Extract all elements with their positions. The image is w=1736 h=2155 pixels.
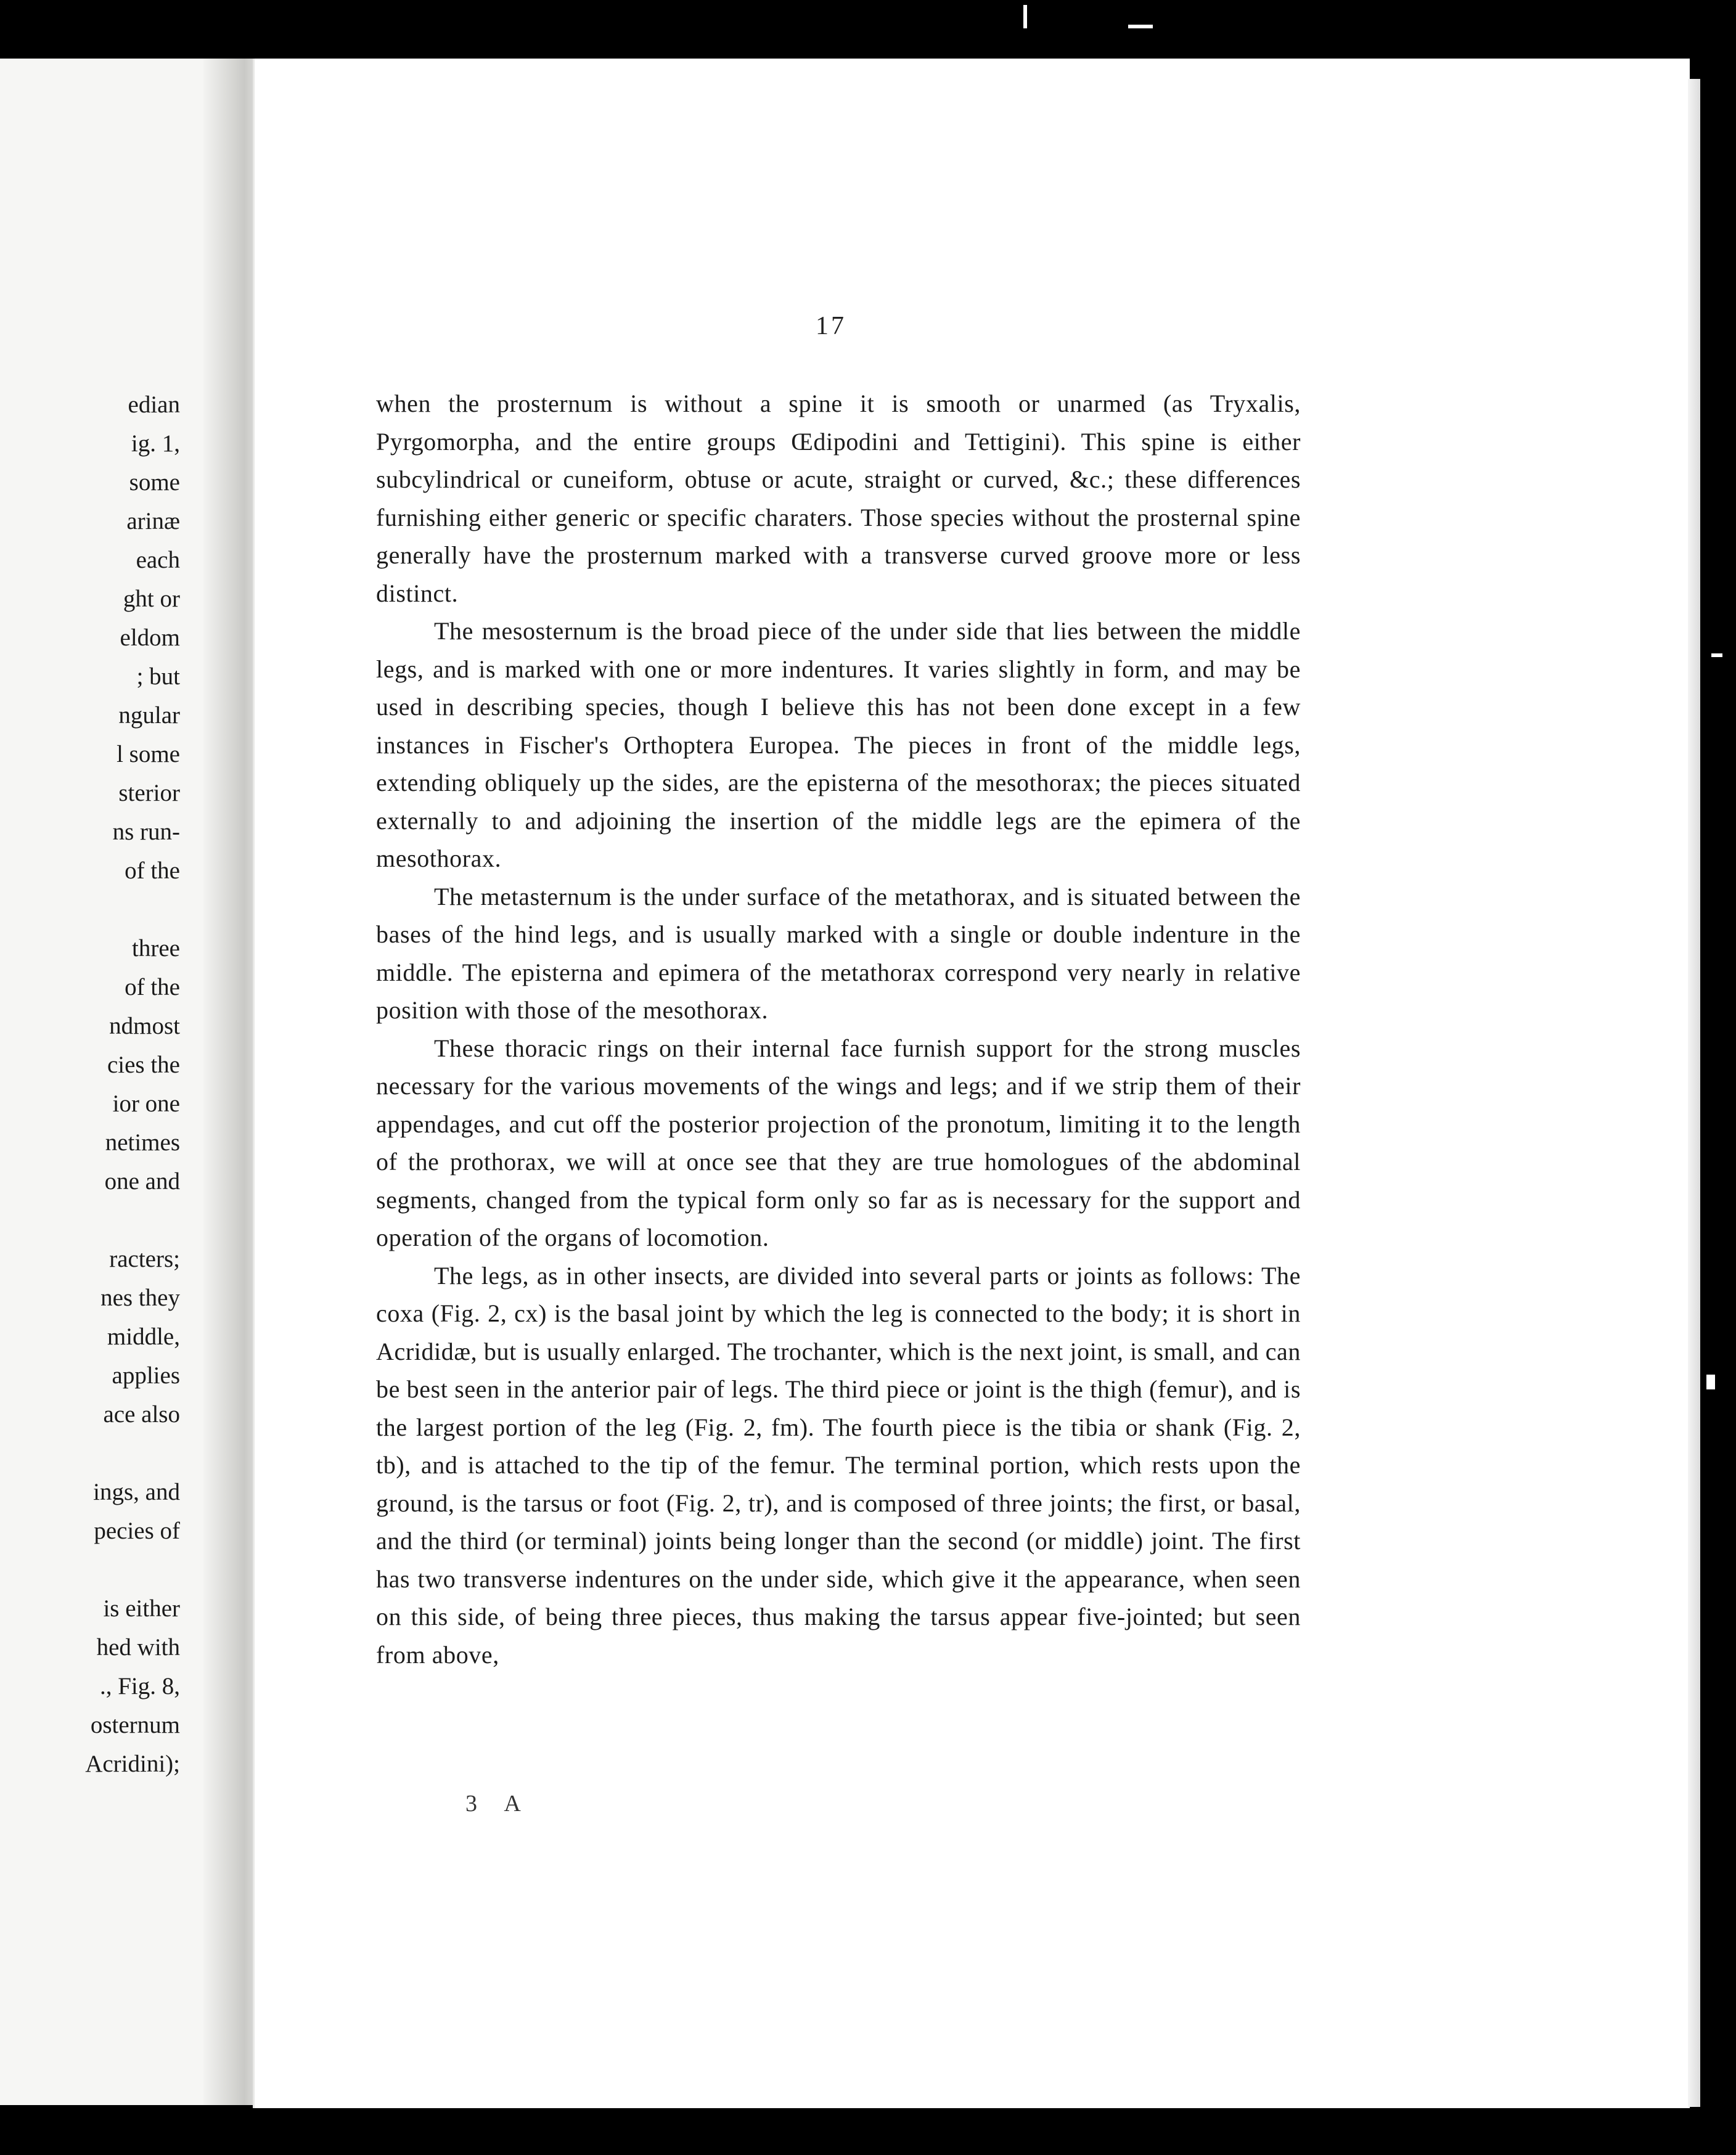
paragraph: The legs, as in other insects, are divided into several parts or joints as follows: The coxa (Fig. 2, cx) is the basal joint by which the leg is connected to the body; it is short in Acrididæ, but is usually enlarged. The trochanter, which is the next joint, is small, and can be best seen in the anterior pair of legs. The third piece or joint is the thigh (femur), and is the largest portion of the leg (Fig. 2, fm). The fourth piece is the tibia or shank (Fig. 2, tb), and is attached to the tip of the femur. The terminal portion, which rests upon the ground, is the tarsus or foot (Fig. 2, tr), and is composed of three joints; the first, or basal, and the third (or terminal) joints being longer than the second (or middle) joint. The first has two transverse indentures on the under side, which give it the appearance, when seen on this side, of being three pieces, thus making the tarsus appear five-jointed; but seen from above,	[376, 1261, 1301, 1669]
paragraph: These thoracic rings on their internal face furnish support for the strong muscles necessary for the various movements of the wings and legs; and if we strip them of their appendages, and cut off the posterior projection of the pronotum, limiting it to the length of the prothorax, we will at once see that they are true homologues of the abdominal segments, changed from the typical form only so far as is necessary for the support and operation of the organs of locomotion.	[376, 1034, 1301, 1251]
left-page-fragment: ; but	[136, 663, 180, 690]
left-page-fragment: Acridini);	[85, 1751, 180, 1777]
left-page-fragment: of the	[125, 974, 180, 1000]
paragraph: when the prosternum is without a spine it is smooth or unarmed (as Tryxalis, Pyrgomorpha, and the entire groups Œdipodini and Tettigini). This spine is either subcylindrical or cuneiform, obtuse or acute, straight or curved, &c.; these differences furnishing either generic or specific charaters. Those species without the prosternal spine generally have the prosternum marked with a transverse curved groove more or less distinct.	[376, 390, 1301, 607]
left-page-fragment: some	[129, 469, 180, 496]
left-page-fragment: middle,	[107, 1323, 180, 1350]
right-page-edge	[1688, 79, 1700, 2107]
left-page-fragment: three	[132, 935, 180, 962]
left-page-fragment: racters;	[109, 1246, 180, 1272]
left-page-fragment	[85, 1201, 180, 1240]
left-page-text-fragments	[85, 385, 180, 1783]
scan-speck	[1128, 25, 1153, 28]
paragraph: The metasternum is the under surface of the metathorax, and is situated between the bases of the hind legs, and is usually marked with a single or double indenture in the middle. The episterna and epimera of the metathorax correspond very nearly in relative position with those of the mesothorax.	[376, 882, 1301, 1024]
left-page-fragment: ., Fig. 8,	[99, 1673, 180, 1699]
left-page-fragment: each	[136, 547, 180, 573]
left-page-fragment: arinæ	[126, 508, 180, 534]
left-page-fragment: osternum	[90, 1712, 180, 1738]
left-page-fragment	[85, 890, 180, 929]
left-page-fragment: ngular	[118, 702, 180, 729]
left-page-fragment	[85, 1550, 180, 1589]
left-page-fragment	[85, 1434, 180, 1473]
left-page-fragment: l some	[117, 741, 180, 767]
scan-speck	[1706, 1375, 1715, 1389]
left-page-fragment: hed with	[96, 1634, 180, 1661]
scan-speck	[1023, 5, 1027, 28]
left-page-fragment: ig. 1,	[131, 430, 180, 457]
left-page-fragment: eldom	[120, 624, 180, 651]
left-page-fragment: one and	[104, 1168, 180, 1195]
left-page-fragment: ns run-	[112, 819, 180, 845]
left-page-fragment: edian	[128, 391, 180, 418]
left-page-fragment: is either	[103, 1595, 180, 1622]
paragraph: The mesosternum is the broad piece of the under side that lies between the middle legs, and is marked with one or more indentures. It varies slightly in form, and may be used in describing species, though I believe this has not been done except in a few instances in Fischer's Orthoptera Europea. The pieces in front of the middle legs, extending obliquely up the sides, are the episterna of the mesothorax; the pieces situated externally to and adjoining the insertion of the middle legs are the epimera of the mesothorax.	[376, 617, 1301, 872]
body-text	[376, 385, 1301, 1674]
page-number: 17	[816, 312, 846, 340]
left-page-fragment: ace also	[103, 1401, 180, 1428]
left-page-fragment: netimes	[105, 1129, 180, 1156]
left-page-fragment: ings, and	[93, 1479, 180, 1505]
signature-mark: 3 A	[465, 1791, 532, 1817]
left-page-fragment: sterior	[118, 780, 180, 806]
left-page-fragment: ior one	[112, 1090, 180, 1117]
scan-speck	[1711, 653, 1722, 657]
left-page-fragment: cies the	[107, 1052, 180, 1078]
left-page-fragment: ndmost	[109, 1013, 180, 1039]
left-page-fragment: nes they	[100, 1285, 180, 1311]
left-page-fragment: pecies of	[94, 1518, 180, 1544]
left-page-fragment: of the	[125, 857, 180, 884]
left-page-fragment: ght or	[123, 586, 180, 612]
left-page-fragment: applies	[112, 1362, 180, 1389]
